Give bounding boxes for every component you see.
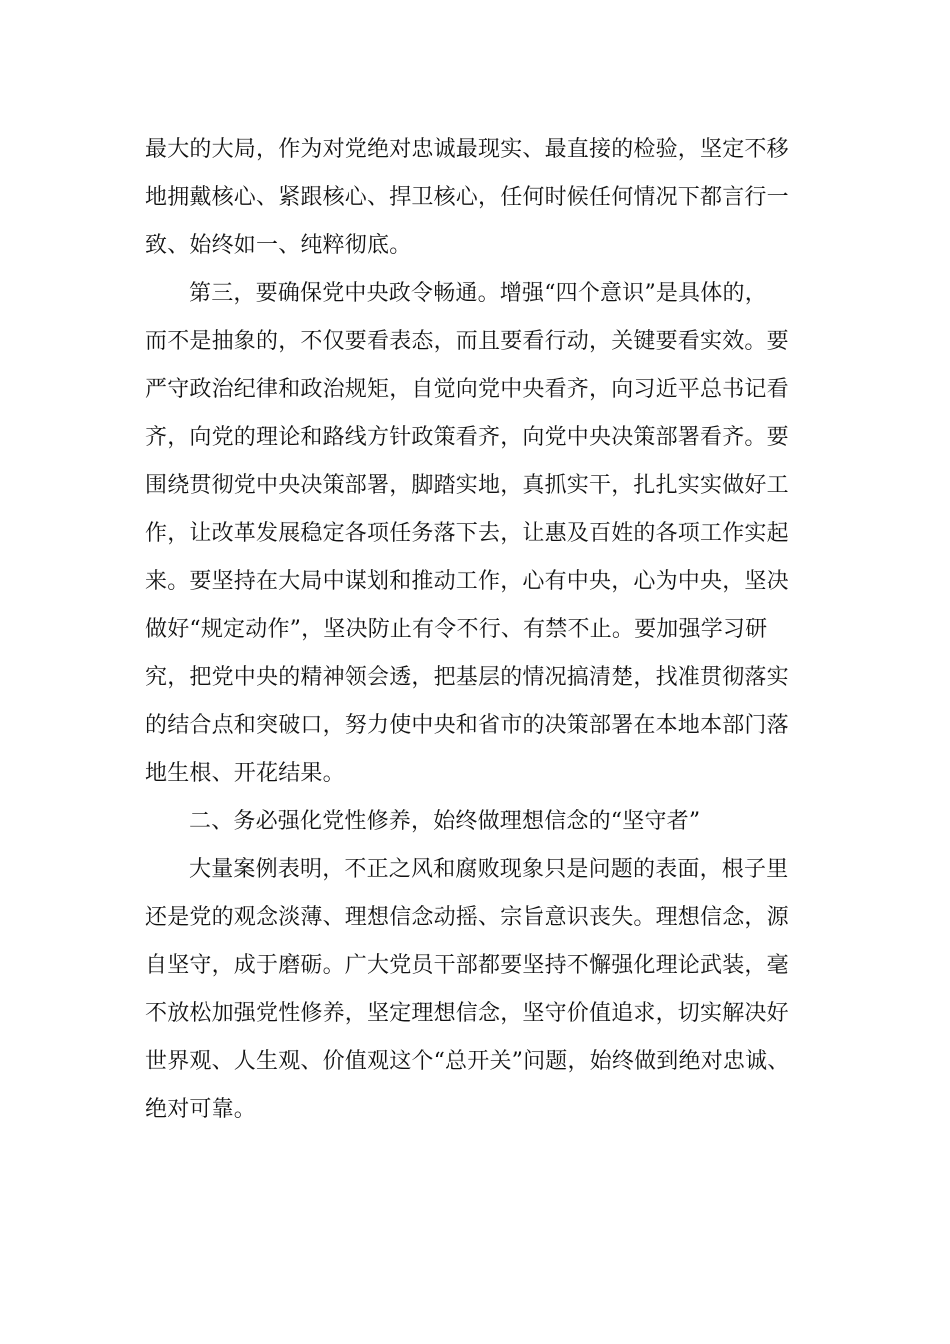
paragraph-line: 做好“规定动作”，坚决防止有令不行、有禁不止。要加强学习研: [145, 617, 768, 642]
paragraph-line: 还是党的观念淡薄、理想信念动摇、宗旨意识丧失。理想信念，源: [145, 905, 789, 930]
paragraph-line: 的结合点和突破口，努力使中央和省市的决策部署在本地本部门落: [145, 713, 789, 738]
paragraph-line: 第三，要确保党中央政令畅通。增强“四个意识”是具体的，: [189, 281, 767, 306]
section-heading: 二、务必强化党性修养，始终做理想信念的“坚守者”: [189, 809, 701, 834]
paragraph-line: 而不是抽象的，不仅要看表态，而且要看行动，关键要看实效。要: [145, 329, 789, 354]
paragraph-line: 作，让改革发展稳定各项任务落下去，让惠及百姓的各项工作实起: [145, 521, 789, 546]
paragraph-line: 自坚守，成于磨砺。广大党员干部都要坚持不懈强化理论武装，毫: [145, 953, 789, 978]
paragraph-line: 究，把党中央的精神领会透，把基层的情况搞清楚，找准贯彻落实: [145, 665, 789, 690]
paragraph-line: 地生根、开花结果。: [145, 761, 345, 786]
paragraph-line: 世界观、人生观、价值观这个“总开关”问题，始终做到绝对忠诚、: [145, 1049, 790, 1074]
paragraph-line: 绝对可靠。: [145, 1097, 257, 1122]
paragraph-line: 最大的大局，作为对党绝对忠诚最现实、最直接的检验，坚定不移: [145, 137, 789, 162]
paragraph-line: 严守政治纪律和政治规矩，自觉向党中央看齐，向习近平总书记看: [145, 377, 789, 402]
paragraph-line: 来。要坚持在大局中谋划和推动工作，心有中央，心为中央，坚决: [145, 569, 789, 594]
paragraph-line: 围绕贯彻党中央决策部署，脚踏实地，真抓实干，扎扎实实做好工: [145, 473, 789, 498]
paragraph-line: 不放松加强党性修养，坚定理想信念，坚守价值追求，切实解决好: [145, 1001, 789, 1026]
paragraph-line: 齐，向党的理论和路线方针政策看齐，向党中央决策部署看齐。要: [145, 425, 789, 450]
document-body: [145, 126, 807, 1134]
paragraph-line: 致、始终如一、纯粹彻底。: [145, 233, 412, 258]
paragraph-line: 大量案例表明，不正之风和腐败现象只是问题的表面，根子里: [189, 857, 789, 882]
paragraph-line: 地拥戴核心、紧跟核心、捍卫核心，任何时候任何情况下都言行一: [145, 185, 789, 210]
